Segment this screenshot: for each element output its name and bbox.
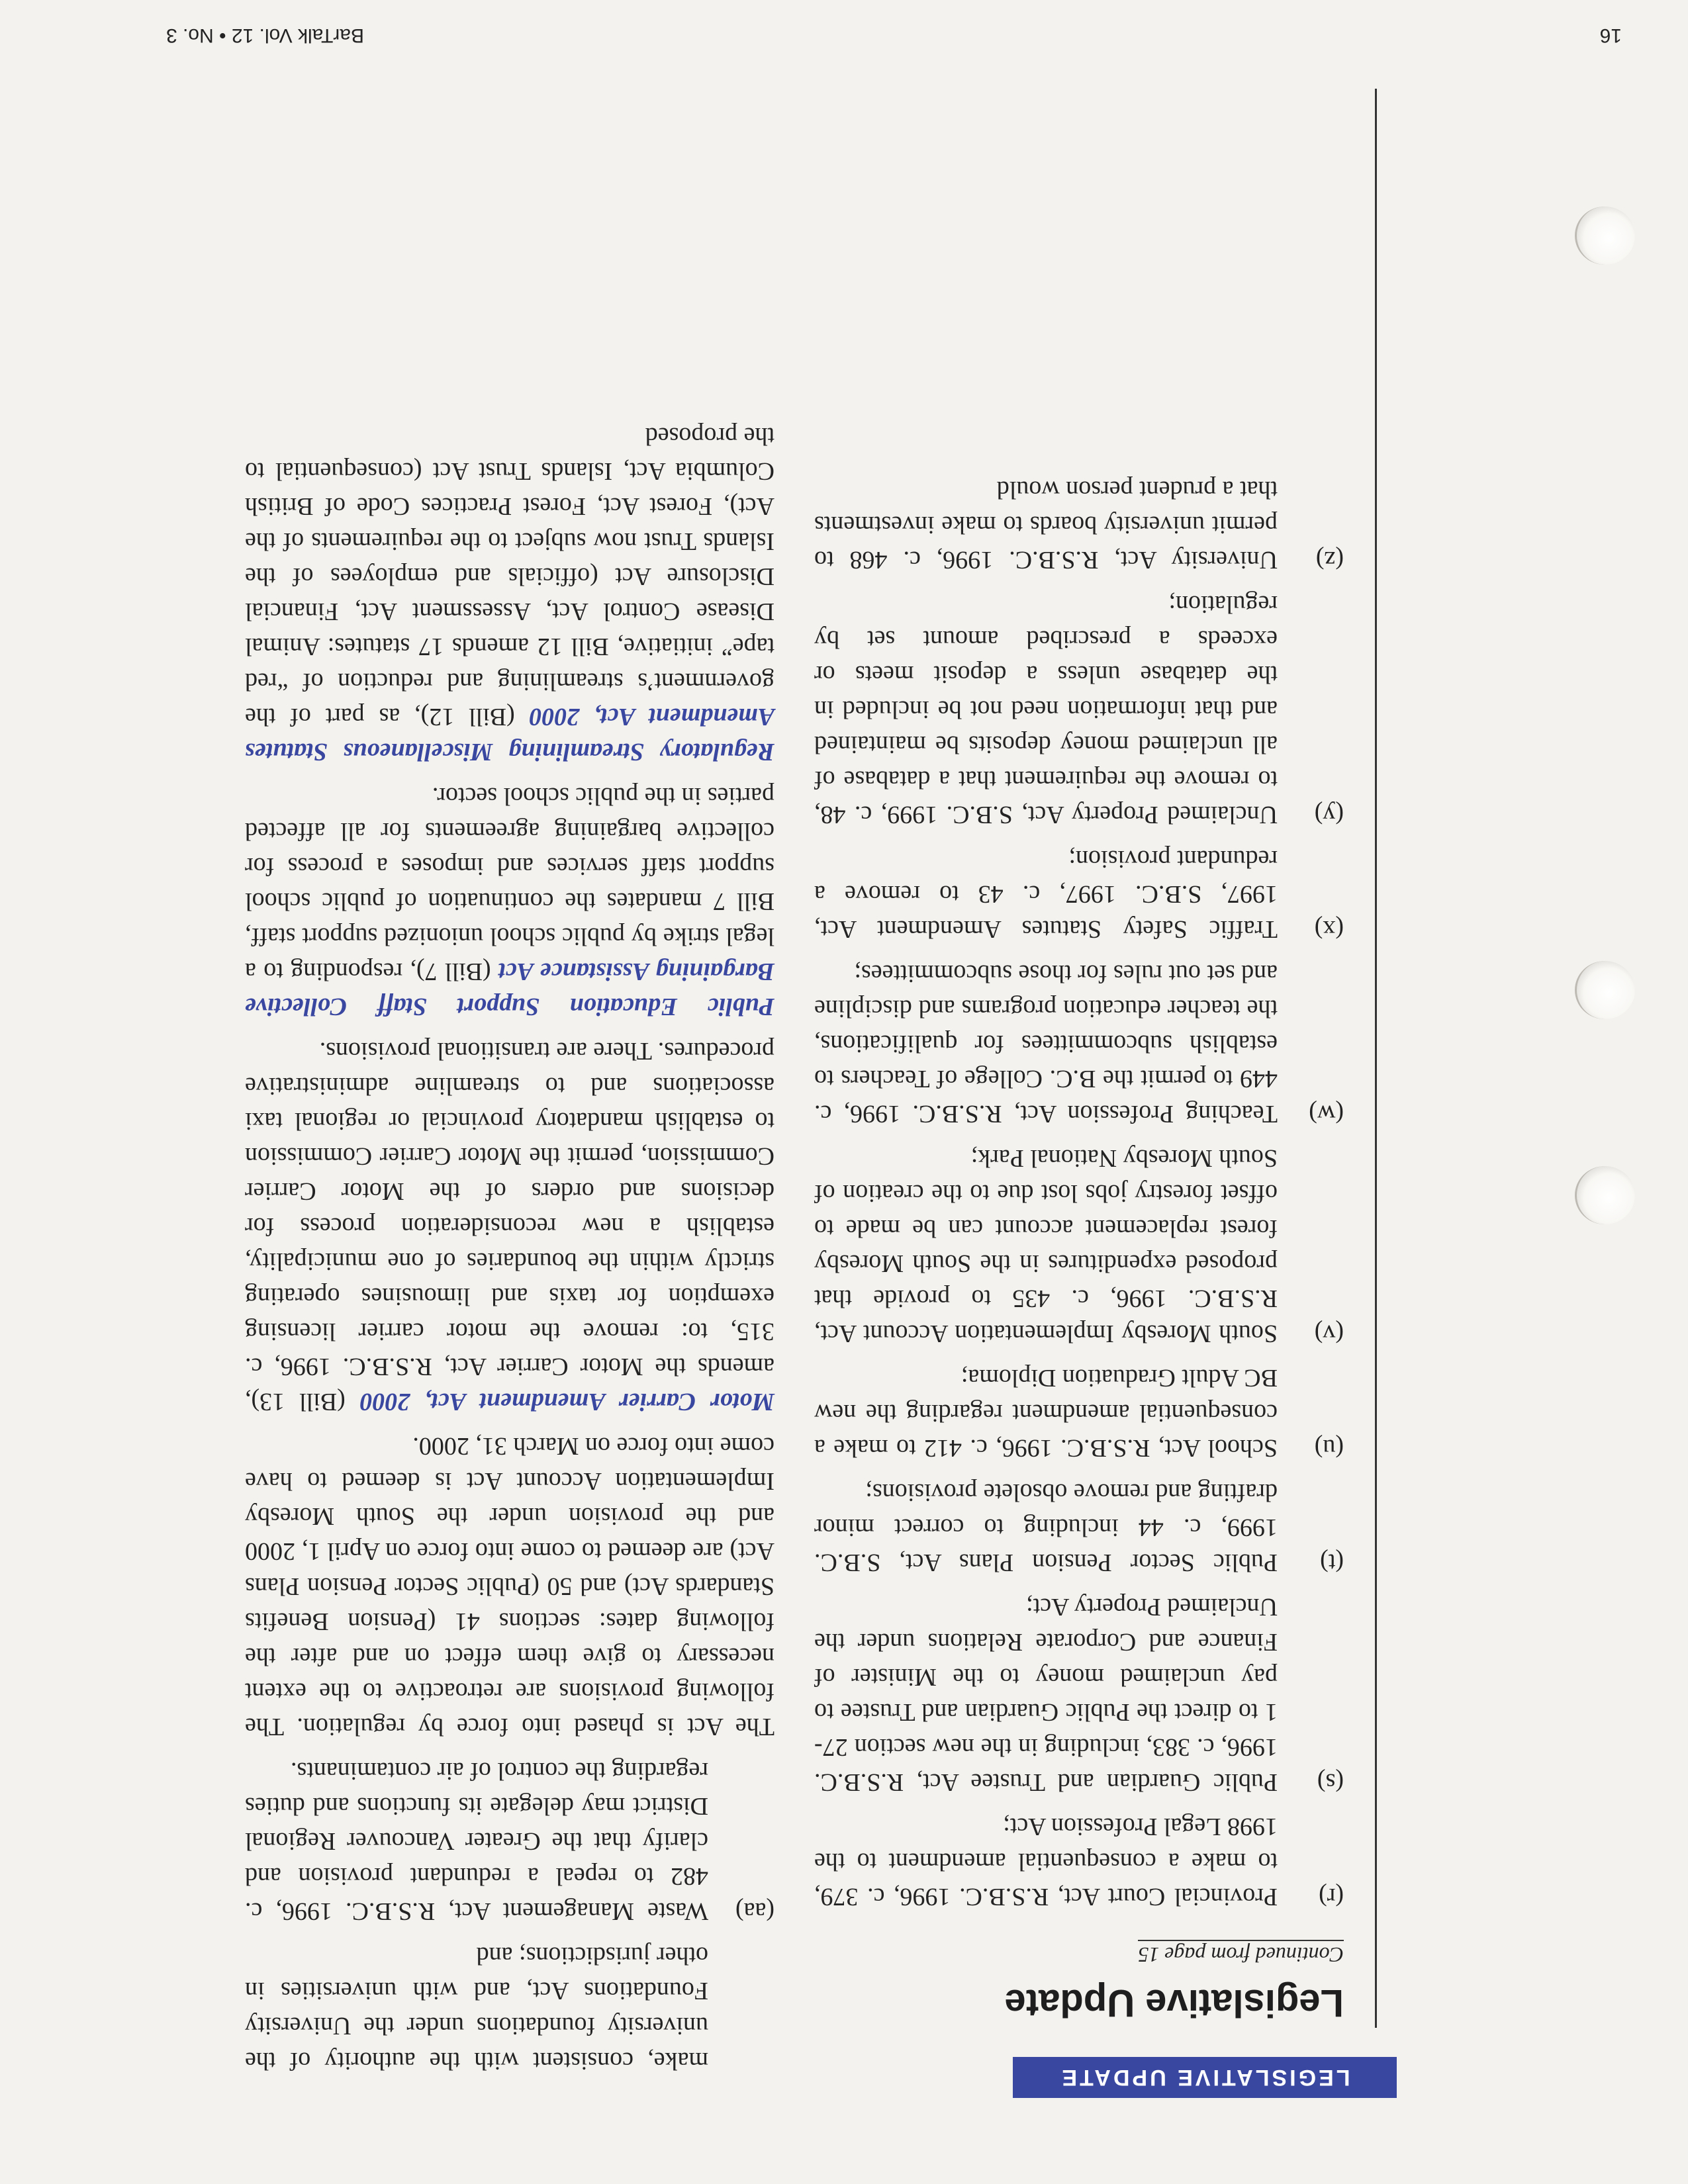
list-item: (aa) Waste Management Act, R.S.B.C. 1996, c. 482 to repeal a redundant provision and clarify that the Greater Vancouver Regional District may delegate its functions and duties regarding the control of air contaminants. [245,1757,774,1925]
punch-hole [1575,1166,1635,1224]
page-title: Legislative Update [1004,1981,1344,2025]
list-item: (v) South Moresby Implementation Account Act, R.S.B.C. 1996, c. 435 to provide that proposed expenditures in the South Moresby forest replacement account can be made to offset forestry jobs lost due to the creation of South Moresby National Park; [814,1144,1344,1347]
continued-note: Continued from page 15 [1138,1940,1344,1967]
motor-carrier-heading: Motor Carrier Amendment Act, 2000 [359,1388,774,1416]
list-item: (w) Teaching Profession Act, R.S.B.C. 1996, c. 449 to permit the B.C. College of Teachers to establish subcommittees for qualifications, the teacher education programs and discipline and set out rules for those subcommittees; [814,960,1344,1128]
column-divider [1375,89,1377,2028]
education-heading: Public Education Support Staff Collective Bargaining Assistance Act [245,958,774,1021]
publication-info: BarTalk Vol. 12 • No. 3 [166,24,364,46]
list-item: (r) Provincial Court Act, R.S.B.C. 1996, c. 379, to make a consequential amendment to the 1998 Legal Profession Act; [814,1813,1344,1911]
section-label: LEGISLATIVE UPDATE [1013,2057,1397,2098]
punch-hole [1575,206,1635,265]
continued-text: make, consistent with the authority of the university foundations under the University Foundations Act, and with universities in other jurisdictions; and [245,1942,708,2075]
list-item: (z) University Act, R.S.B.C. 1996, c. 468 to permit university boards to make investments that a prudent person would [814,476,1344,574]
regulatory-paragraph: Regulatory Streamlining Miscellaneous Statutes Amendment Act, 2000 (Bill 12), as part of the government’s streamlining and reduction of “red tape” initiative, Bill 12 amends 17 statutes: Animal Disease Control Act, Assessment Act, Financial Disclosure Act (officials and employees of the Islands Trust now subject to the requirements of the Act), Forest Act, Forest Practices Code of British Columbia Act, Islands Trust Act (consequential to the proposed [245,422,774,766]
page-number: 16 [1599,24,1622,46]
right-column [245,409,774,2078]
list-item: (y) Unclaimed Property Act, S.B.C. 1999, c. 48, to remove the requirement that a database of all unclaimed money deposits be maintained and that information need not be included in the database unless a deposit meets or exceeds a prescribed amount set by regulation; [814,590,1344,829]
list-item: (x) Traffic Safety Statutes Amendment Act, 1997, S.B.C. 1997, c. 43 to remove a redundant provision; [814,845,1344,943]
list-item: (s) Public Guardian and Trustee Act, R.S.B.C. 1996, c. 383, including in the new section 27-1 to direct the Public Guardian and Trustee to pay unclaimed money to the Minister of Finance and Corporate Relations under the Unclaimed Property Act; [814,1593,1344,1796]
left-column [814,463,1344,1914]
list-item: (t) Public Sector Pension Plans Act, S.B.C. 1999, c. 44 including to correct minor drafting and remove obsolete provisions; [814,1479,1344,1576]
list-item: (u) School Act, R.S.B.C. 1996, c. 412 to make a consequential amendment regarding the new BC Adult Graduation Diploma; [814,1364,1344,1462]
punch-hole [1575,961,1635,1019]
motor-carrier-paragraph: Motor Carrier Amendment Act, 2000 (Bill 13), amends the Motor Carrier Act, R.S.B.C. 1996, c. 315, to: remove the motor carrier licensing exemption for taxis and limousines operating strictly within the boundaries of one municipality, establish a new reconsideration process for decisions and orders of the Motor Carrier Commission, permit the Motor Carrier Commission to establish mandatory provincial or regional taxi associations and to streamline administrative procedures. There are transitional provisions. [245,1037,774,1416]
regulatory-heading: Regulatory Streamlining Miscellaneous Statutes Amendment Act, 2000 [245,703,774,766]
phase-paragraph: The Act is phased into force by regulation. The following provisions are retroactive to the extent necessary to give them effect on and after the following dates: sections 41 (Pension Benefits Standards Act) and 50 (Public Sector Pension Plans Act) are deemed to come into force on April 1, 2000 and the provision under the South Moresby Implementation Account Act is deemed to have come into force on March 31, 2000. [245,1432,774,1741]
education-paragraph: Public Education Support Staff Collective Bargaining Assistance Act (Bill 7), responding to a legal strike by public school unionized support staff, Bill 7 mandates the continuation of public school support staff services and imposes a process for collective bargaining agreements for all affected parties in the public school sector. [245,782,774,1021]
